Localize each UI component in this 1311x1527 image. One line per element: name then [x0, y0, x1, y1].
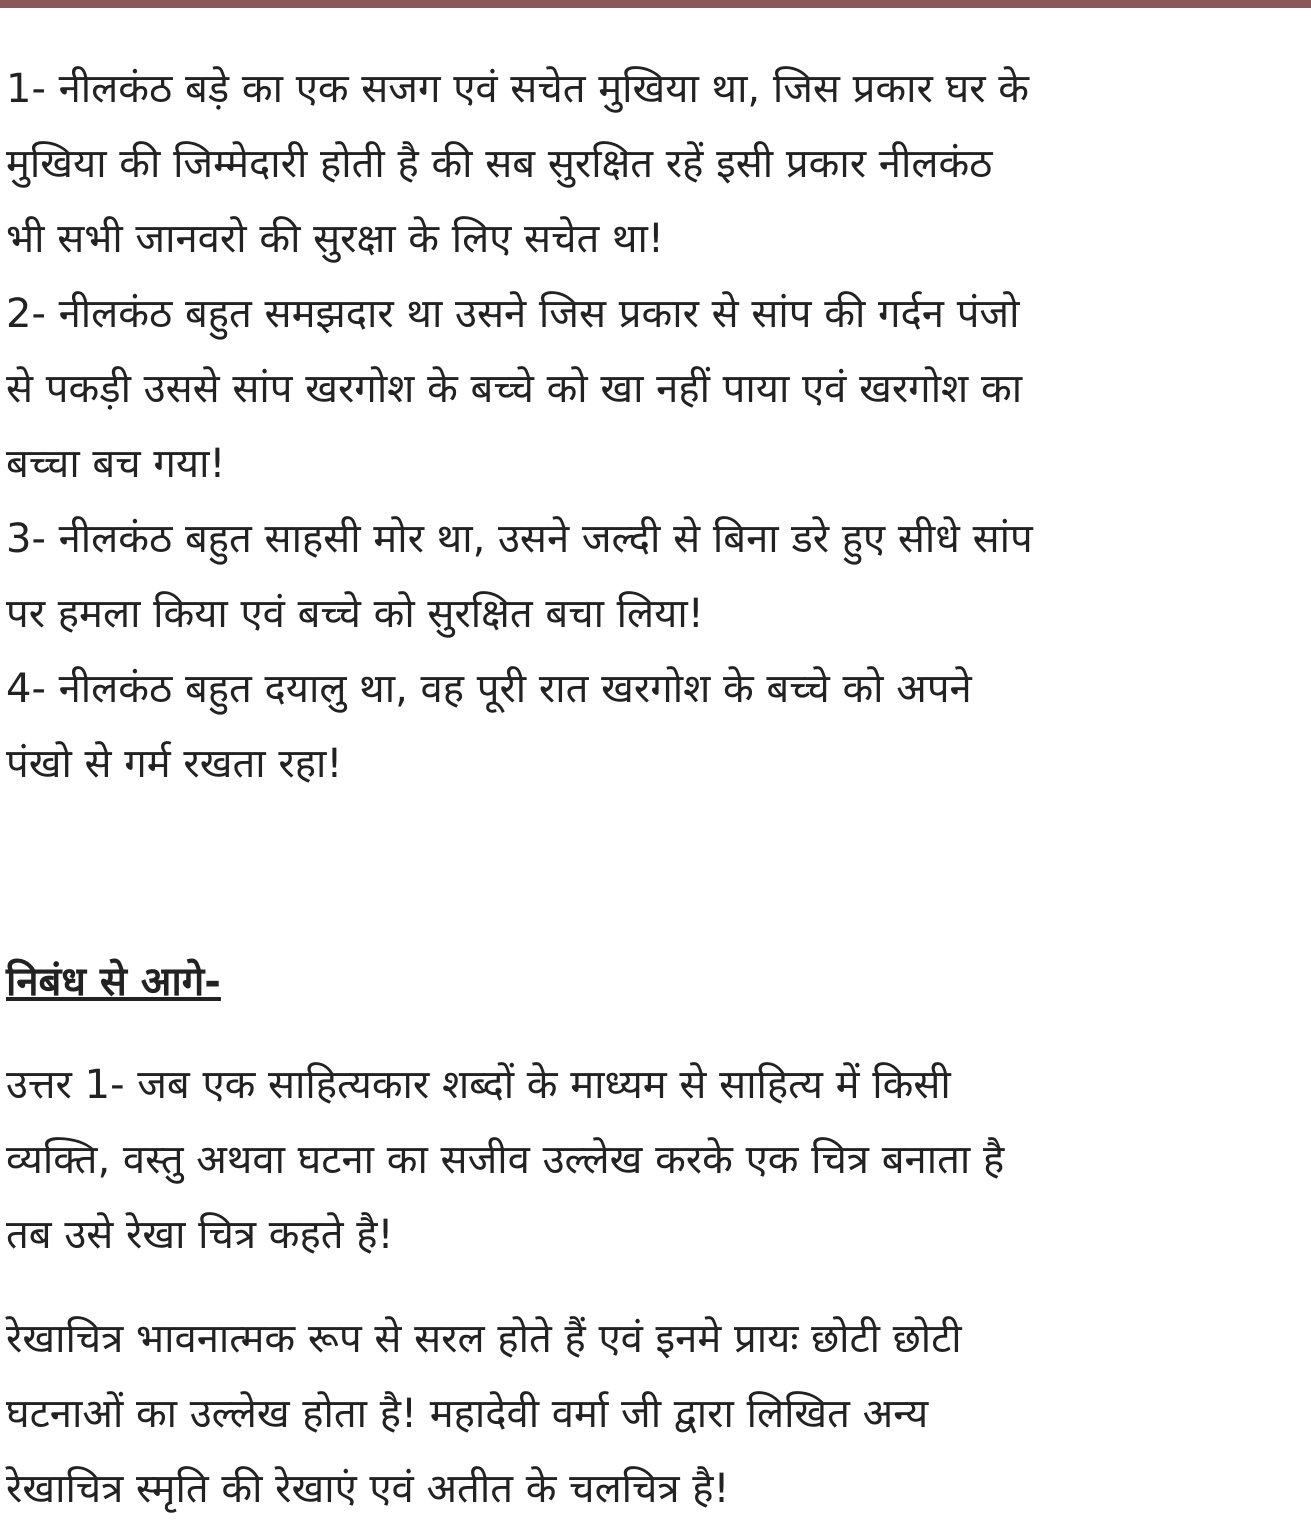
points-list	[6, 52, 1311, 802]
text-line: व्यक्ति, वस्तु अथवा घटना का सजीव उल्लेख करके एक चित्र बनाता है	[6, 1137, 1005, 1183]
text-line: 3- नीलकंठ बहुत साहसी मोर था, उसने जल्दी से बिना डरे हुए सीधे सांप	[6, 516, 1033, 562]
text-line: तब उसे रेखा चित्र कहते है!	[6, 1212, 394, 1258]
text-line: भी सभी जानवरो की सुरक्षा के लिए सचेत था!	[6, 216, 664, 262]
section-heading: निबंध से आगे-	[6, 959, 221, 1005]
text-line: से पकड़ी उससे सांप खरगोश के बच्चे को खा नहीं पाया एवं खरगोश का	[6, 366, 1023, 412]
text-line: 1- नीलकंठ बड़े का एक सजग एवं सचेत मुखिया था, जिस प्रकार घर के	[6, 66, 1030, 112]
text-line: मुखिया की जिम्मेदारी होती है की सब सुरक्षित रहें इसी प्रकार नीलकंठ	[6, 141, 993, 187]
text-line: 4- नीलकंठ बहुत दयालु था, वह पूरी रात खरगोश के बच्चे को अपने	[6, 666, 972, 712]
text-line: बच्चा बच गया!	[6, 441, 226, 487]
text-line: रेखाचित्र भावनात्मक रूप से सरल होते हैं एवं इनमे प्रायः छोटी छोटी	[6, 1316, 962, 1362]
top-divider-bar	[0, 0, 1311, 8]
answer-paragraph	[6, 1048, 1311, 1273]
text-line: पर हमला किया एवं बच्चे को सुरक्षित बचा लिया!	[6, 591, 704, 637]
answer-paragraph-continued	[6, 1302, 1311, 1527]
text-line: उत्तर 1- जब एक साहित्यकार शब्दों के माध्यम से साहित्य में किसी	[6, 1062, 951, 1108]
text-line: घटनाओं का उल्लेख होता है! महादेवी वर्मा जी द्वारा लिखित अन्य	[6, 1391, 929, 1437]
text-line: पंखो से गर्म रखता रहा!	[6, 741, 343, 787]
text-line: रेखाचित्र स्मृति की रेखाएं एवं अतीत के चलचित्र है!	[6, 1466, 730, 1512]
text-line: 2- नीलकंठ बहुत समझदार था उसने जिस प्रकार से सांप की गर्दन पंजो	[6, 291, 1020, 337]
